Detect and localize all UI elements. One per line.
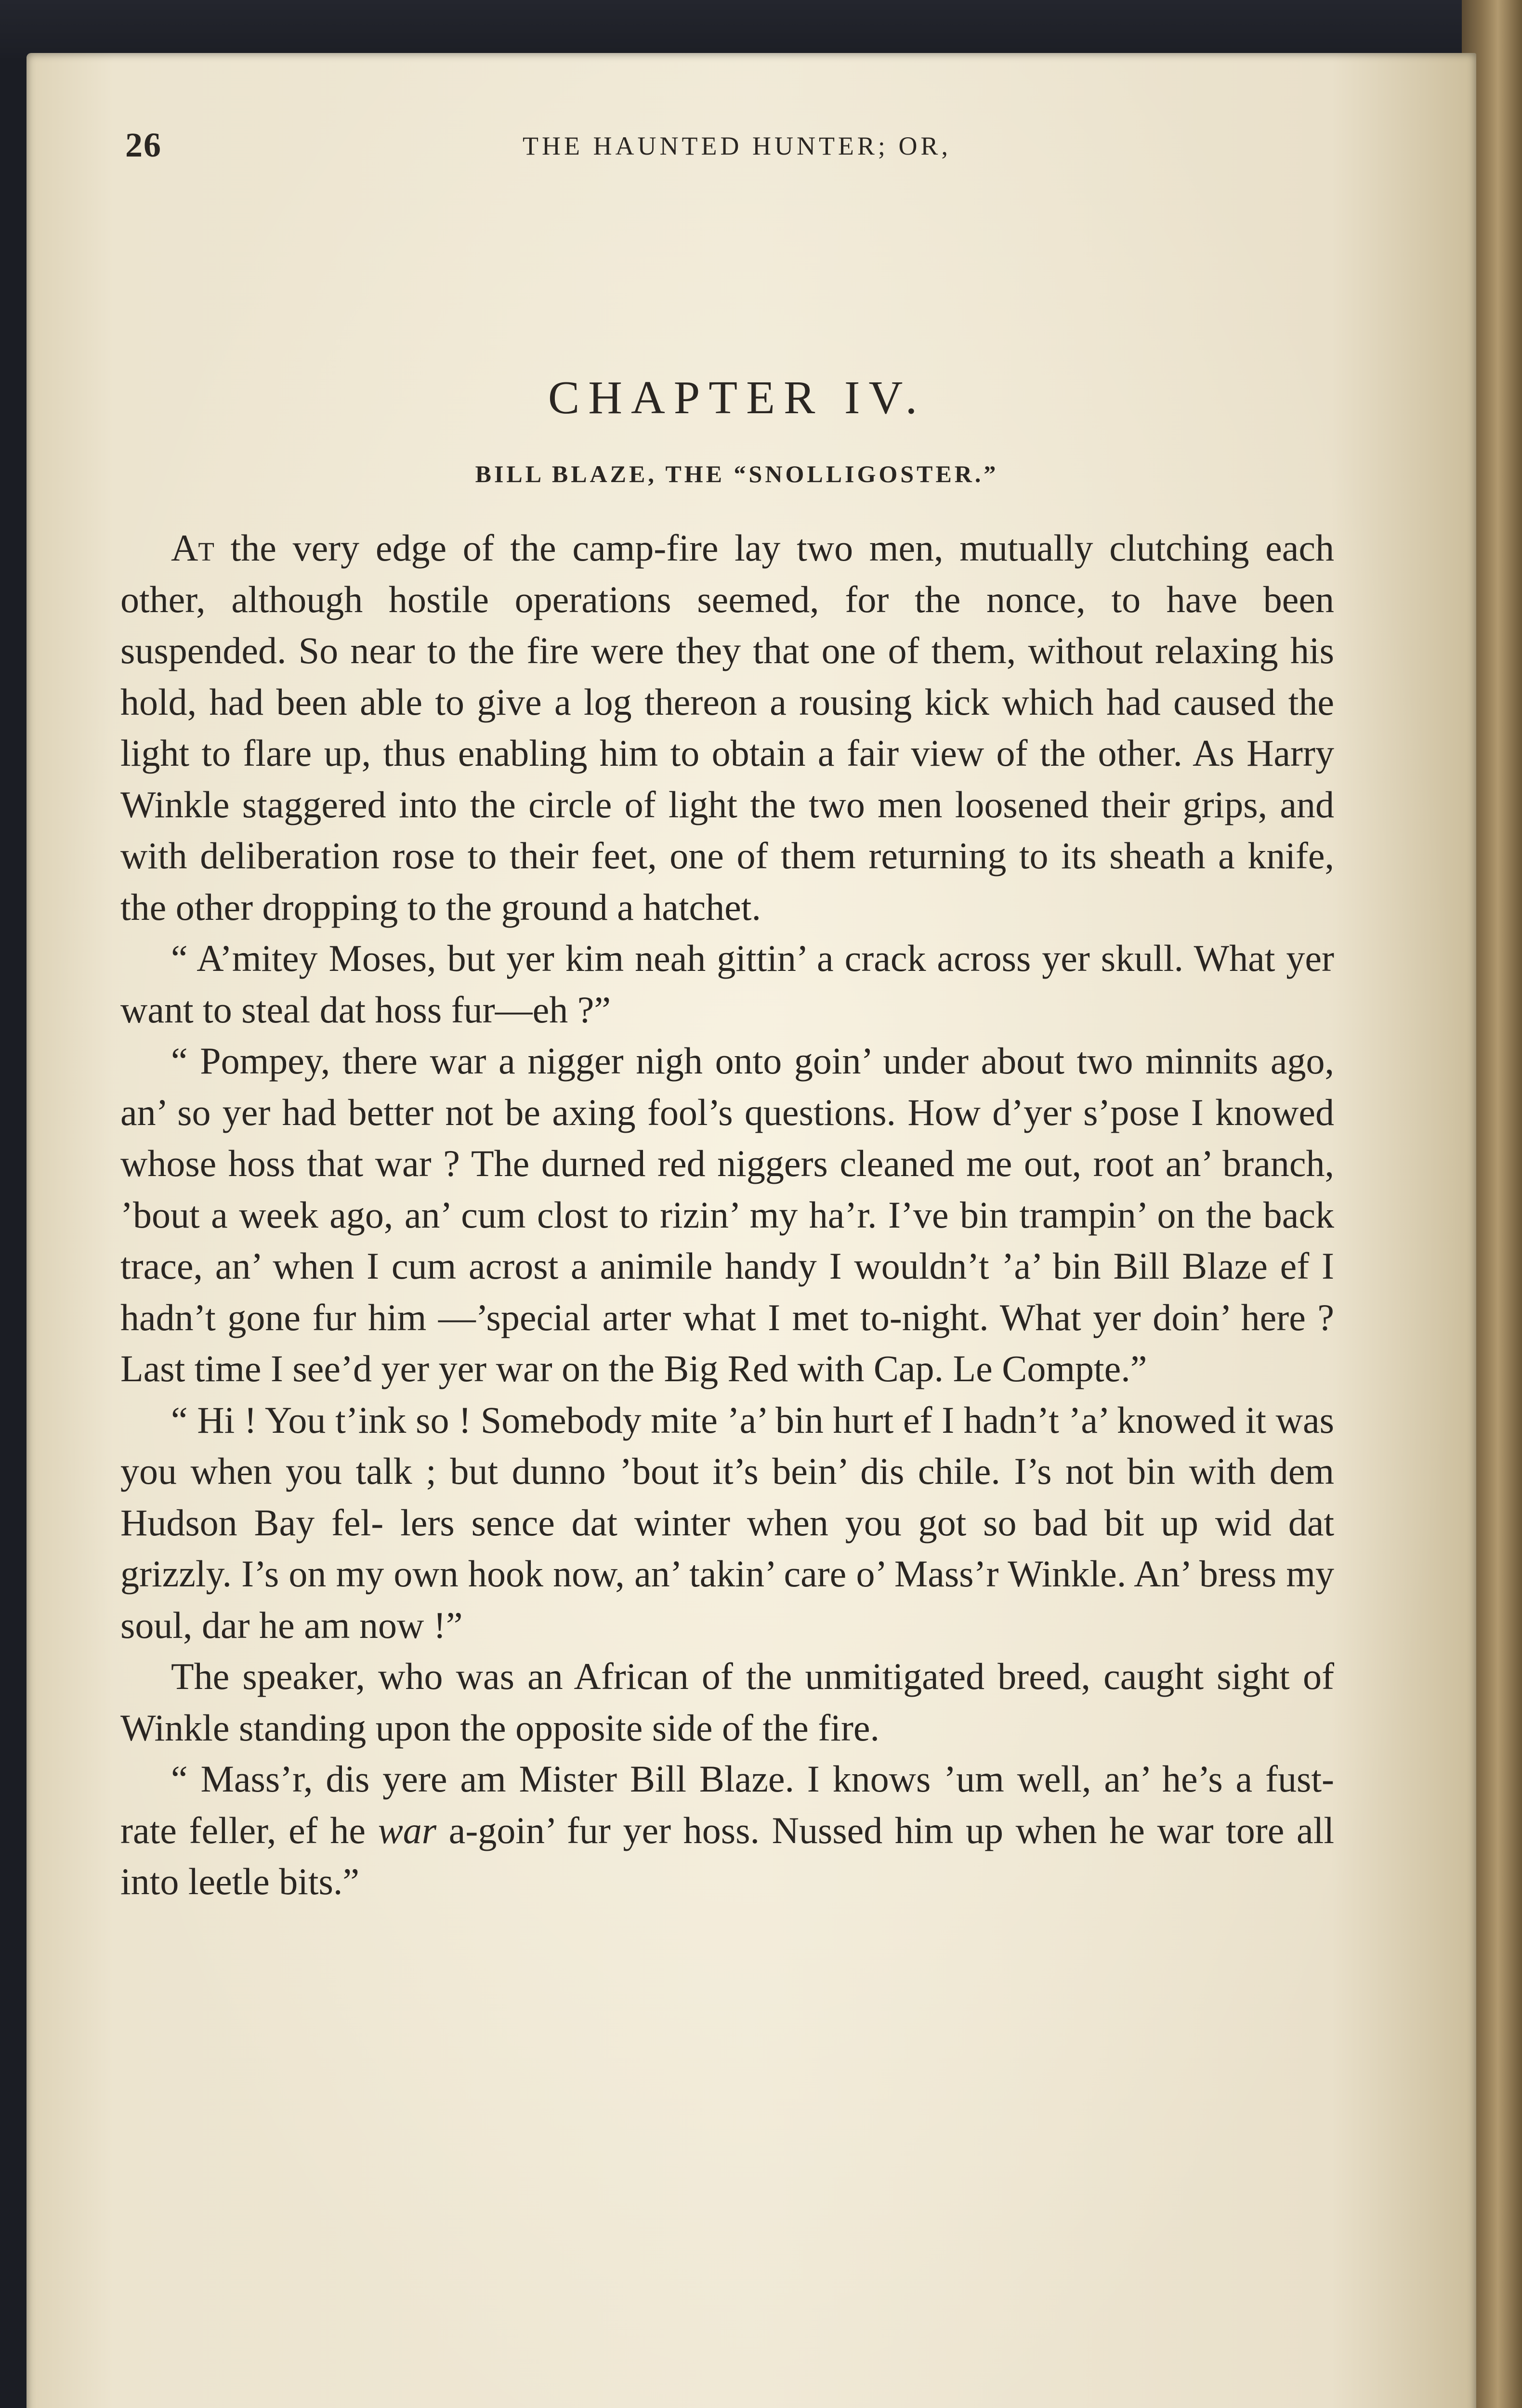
book-cover-edge [0, 0, 1522, 58]
paragraph: The speaker, who was an African of the unmitigated breed, caught sight of Winkle standing upon the opposite side of the fire. [120, 1655, 1334, 1749]
paragraph [120, 523, 1334, 933]
paragraph-text: a-goin’ fur yer hoss. Nussed him up when he war tore all into leetle bits.” [120, 1809, 1334, 1902]
paragraph: “ Hi ! You t’ink so ! Somebody mite ’a’ bin hurt ef I hadn’t ’a’ knowed it was you when you talk ; but dunno ’bout it’s bein’ dis chile. I’s not bin with dem Hudson Bay fel- lers sence dat winter when you got so bad bit up wid dat grizzly. I’s on my own hook now, an’ takin’ care o’ Mass’r Winkle. An’ bress my soul, dar he am now !” [120, 1399, 1334, 1646]
book-page [26, 53, 1476, 2408]
paragraph-text: the very edge of the camp-fire lay two men, mutually clutching each other, although hostile operations seemed, for the nonce, to have been suspended. So near to the fire were they that one of them, without relaxing his hold, had been able to give a log thereon a rousing kick which had caused the light to flare up, thus enabling him to obtain a fair view of the other. As Harry Winkle staggered into the circle of light the two men loosened their grips, and with deliberation rose to their feet, one of them returning to its sheath a knife, the other dropping to the ground a hatchet. [120, 527, 1334, 928]
emphasized-word: war [378, 1809, 437, 1851]
paragraph-text: “ Mass’r, dis yere am Mister Bill Blaze. I knows ’um well, an’ he’s a fust-rate feller, ef he [120, 1758, 1334, 1851]
chapter-subtitle: BILL BLAZE, THE “SNOLLIGOSTER.” [475, 460, 999, 487]
running-head: THE HAUNTED HUNTER; OR, [523, 131, 951, 160]
chapter-title: CHAPTER IV. [548, 372, 926, 424]
page-number: 26 [125, 126, 162, 164]
drop-word: At [171, 527, 214, 569]
paragraph: “ Pompey, there war a nigger nigh onto goin’ under about two minnits ago, an’ so yer had better not be axing fool’s questions. How d’yer s’pose I knowed whose hoss that war ? The durned red niggers cleaned me out, root an’ branch, ’bout a week ago, an’ cum clost to rizin’ my ha’r. I’ve bin trampin’ on the back trace, an’ when I cum acrost a animile handy I wouldn’t ’a’ bin Bill Blaze ef I hadn’t gone fur him —’special arter what I met to-night. What yer doin’ here ? Last time I see’d yer yer war on the Big Red with Cap. Le Compte.” [120, 1040, 1334, 1389]
paragraph: “ A’mitey Moses, but yer kim neah gittin’ a crack across yer skull. What yer want to steal dat hoss fur—eh ?” [120, 937, 1334, 1031]
body-text [120, 523, 1334, 1908]
paragraph [120, 1754, 1334, 1908]
